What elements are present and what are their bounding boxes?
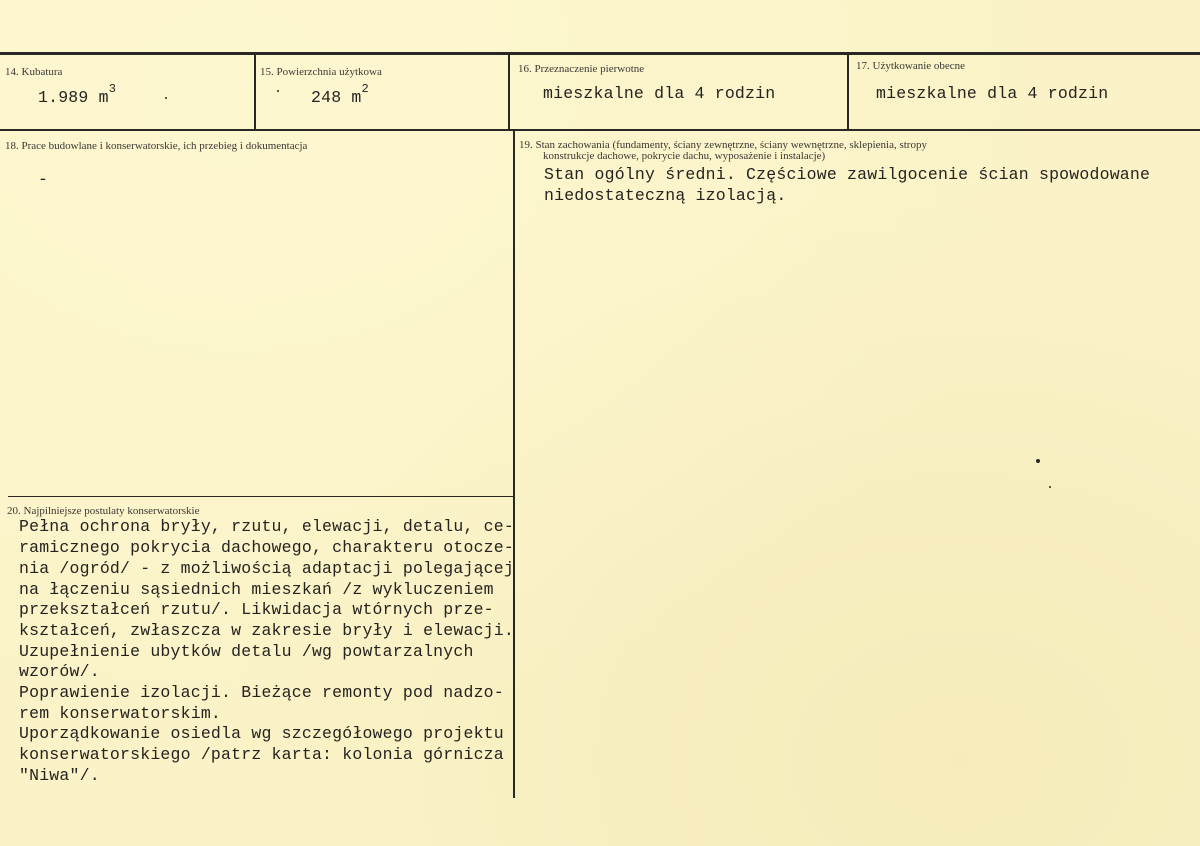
field15-label: 15. Powierzchnia użytkowa: [260, 66, 382, 78]
field14-label: 14. Kubatura: [5, 66, 63, 78]
field16-label: 16. Przeznaczenie pierwotne: [518, 63, 645, 75]
field15-value: [311, 82, 369, 110]
field20-line-12: konserwatorskiego /patrz karta: kolonia górnicza: [19, 745, 504, 764]
field14-value: [38, 82, 117, 110]
field15-text: 248 m: [311, 88, 362, 107]
divider-left-right: [513, 131, 515, 798]
divider-14-15: [254, 55, 256, 131]
paper-speck: [277, 90, 279, 92]
field19-label-line2: konstrukcje dachowe, pokrycie dachu, wyposażenie i instalacje): [543, 150, 826, 162]
field20-line-8: wzorów/.: [19, 662, 100, 681]
field20-line-7: Uzupełnienie ubytków detalu /wg powtarzalnych: [19, 642, 474, 661]
divider-15-16: [508, 55, 510, 131]
field18-value: -: [38, 170, 49, 189]
field20-line-6: kształceń, zwłaszcza w zakresie bryły i elewacji.: [19, 621, 514, 640]
field20-line-11: Uporządkowanie osiedla wg szczegółowego projektu: [19, 724, 504, 743]
field17-value: mieszkalne dla 4 rodzin: [876, 84, 1109, 103]
row1-bottom-rule: [0, 129, 1200, 131]
top-rule: [0, 52, 1200, 55]
field15-exponent: 2: [361, 82, 369, 96]
field17-label: 17. Użytkowanie obecne: [856, 60, 966, 72]
field20-label: 20. Najpilniejsze postulaty konserwatorskie: [7, 505, 200, 517]
divider-16-17: [847, 55, 849, 131]
field20-line-9: Poprawienie izolacji. Bieżące remonty pod nadzo-: [19, 683, 504, 702]
field20-line-2: ramicznego pokrycia dachowego, charakteru otocze-: [19, 538, 514, 557]
field18-label: 18. Prace budowlane i konserwatorskie, ich przebieg i dokumentacja: [5, 140, 308, 152]
field20-line-5: przekształceń rzutu/. Likwidacja wtórnych prze-: [19, 600, 494, 619]
field14-exponent: 3: [108, 82, 117, 96]
field19-line-2: niedostateczną izolacją.: [544, 186, 787, 205]
field20-line-3: nia /ogród/ - z możliwością adaptacji polegającej: [19, 559, 514, 578]
field20-line-10: rem konserwatorskim.: [19, 704, 222, 723]
field19-label-line1: 19. Stan zachowania (fundamenty, ściany zewnętrzne, ściany wewnętrzne, sklepienia, stropy: [519, 139, 927, 151]
paper-speck: [1036, 459, 1040, 463]
paper-speck: [1049, 486, 1051, 488]
field19-line-1: Stan ogólny średni. Częściowe zawilgocenie ścian spowodowane: [544, 165, 1151, 184]
field20-line-4: na łączeniu sąsiednich mieszkań /z wykluczeniem: [19, 580, 494, 599]
field16-value: mieszkalne dla 4 rodzin: [543, 84, 776, 103]
paper-speck: [165, 97, 167, 99]
field20-line-13: "Niwa"/.: [19, 766, 100, 785]
field20-line-1: Pełna ochrona bryły, rzutu, elewacji, detalu, ce-: [19, 517, 514, 536]
field20-top-rule: [8, 496, 513, 497]
field14-text: 1.989 m: [38, 88, 109, 107]
